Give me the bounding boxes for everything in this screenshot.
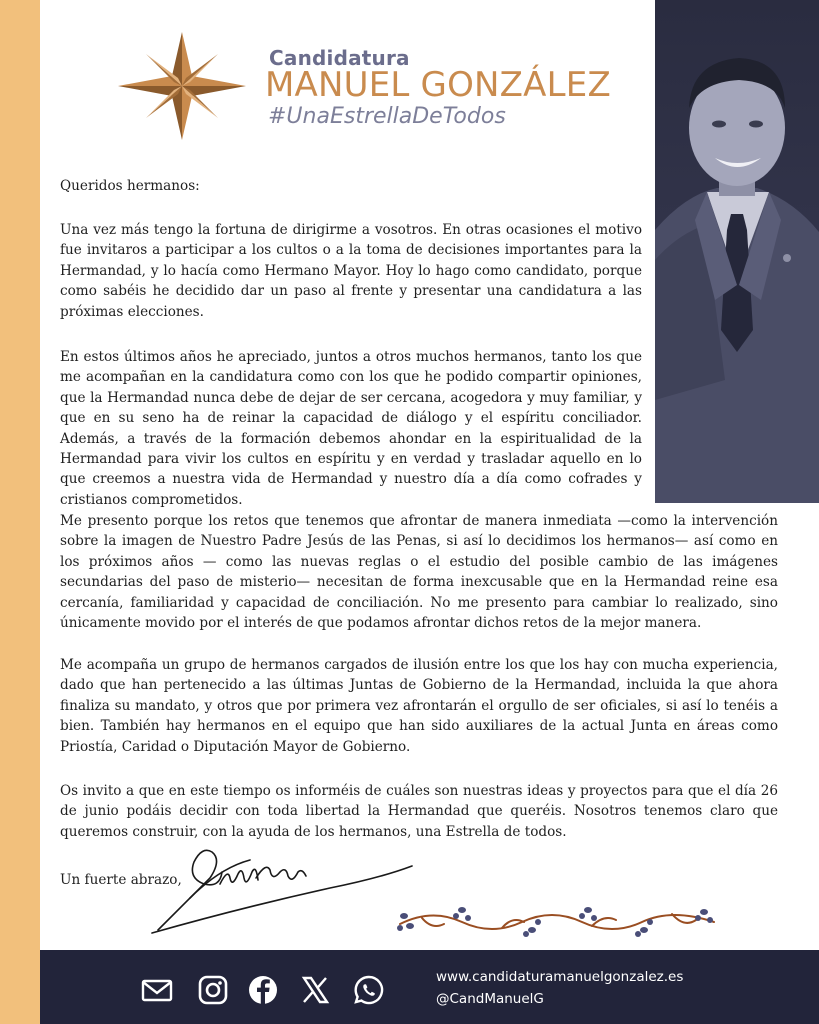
- paragraph: Me presento porque los retos que tenemos que afrontar de manera inmediata —como la intervención sobre la imagen de Nuestro Padre Jesús de las Penas, si así lo decidimos los hermanos— así como en los próximos años — como las nuevas reglas o el estudio del posible cambio de las imágenes secundarias del paso de misterio— necesitan de forma inexcusable que en la Hermandad reine esa cercanía, familiaridad y capacidad de conciliación. No me presento para cambiar lo realizado, sino únicamente movido por el interés de que podamos afrontar dichos retos de la mejor manera.: [60, 513, 778, 632]
- star-icon: [118, 32, 252, 142]
- candidate-portrait: [655, 0, 819, 503]
- signature: [150, 838, 420, 938]
- social-handle[interactable]: @CandManuelG: [436, 991, 544, 1007]
- x-icon[interactable]: [298, 975, 332, 1005]
- floral-ornament: [392, 900, 722, 940]
- footer-bar: [40, 950, 819, 1024]
- side-stripe: [0, 0, 40, 1024]
- campaign-hashtag: #UnaEstrellaDeTodos: [268, 104, 506, 129]
- portrait-icon: [655, 0, 819, 503]
- facebook-icon[interactable]: [246, 975, 280, 1005]
- paragraph: Os invito a que en este tiempo os informéis de cuáles son nuestras ideas y proyectos para que el día 26 de junio podáis decidir con toda libertad la Hermandad que queréis. Nosotros tenemos claro que queremos construir, con la ayuda de los hermanos, una Estrella de todos.: [60, 783, 778, 840]
- paragraph: Una vez más tengo la fortuna de dirigirme a vosotros. En otras ocasiones el motivo fue invitaros a participar a los cultos o a la toma de decisiones importantes para la Hermandad, y lo hacía como Hermano Mayor. Hoy lo hago como candidato, porque como sabéis he decidido dar un paso al frente y presentar una candidatura a las próximas elecciones.: [60, 222, 642, 320]
- instagram-icon[interactable]: [195, 975, 229, 1005]
- paragraph: Me acompaña un grupo de hermanos cargados de ilusión entre los que los hay con mucha experiencia, dado que han pertenecido a las últimas Juntas de Gobierno de la Hermandad, incluida la que ahora finaliza su mandato, y otros que por primera vez afrontarán el orgullo de ser oficiales, si así lo tenéis a bien. También hay hermanos en el equipo que han sido auxiliares de la actual Junta en áreas como Priostía, Caridad o Diputación Mayor de Gobierno.: [60, 657, 778, 755]
- letter-greeting: Queridos hermanos:: [60, 178, 200, 194]
- email-icon[interactable]: [140, 975, 174, 1005]
- candidate-name: MANUEL GONZÁLEZ: [265, 65, 611, 105]
- paragraph: En estos últimos años he apreciado, juntos a otros muchos hermanos, tanto los que me acompañan en la candidatura como con los que he podido compartir opiniones, que la Hermandad nunca debe de dejar de ser cercana, acogedora y muy familiar, y que en su seno ha de reinar la capacidad de diálogo y el espíritu conciliador. Además, a través de la formación debemos ahondar en la espiritualidad de la Hermandad para vivir los cultos en espíritu y en verdad y trasladar aquello en lo que creemos a nuestra vida de Hermandad y nuestro día a día como cofrades y cristianos comprometidos.: [60, 349, 642, 508]
- candidacy-label: Candidatura: [269, 46, 410, 70]
- letter-closing: Un fuerte abrazo,: [60, 872, 182, 888]
- website-link[interactable]: www.candidaturamanuelgonzalez.es: [436, 969, 684, 985]
- whatsapp-icon[interactable]: [352, 975, 386, 1005]
- campaign-header: [118, 32, 638, 142]
